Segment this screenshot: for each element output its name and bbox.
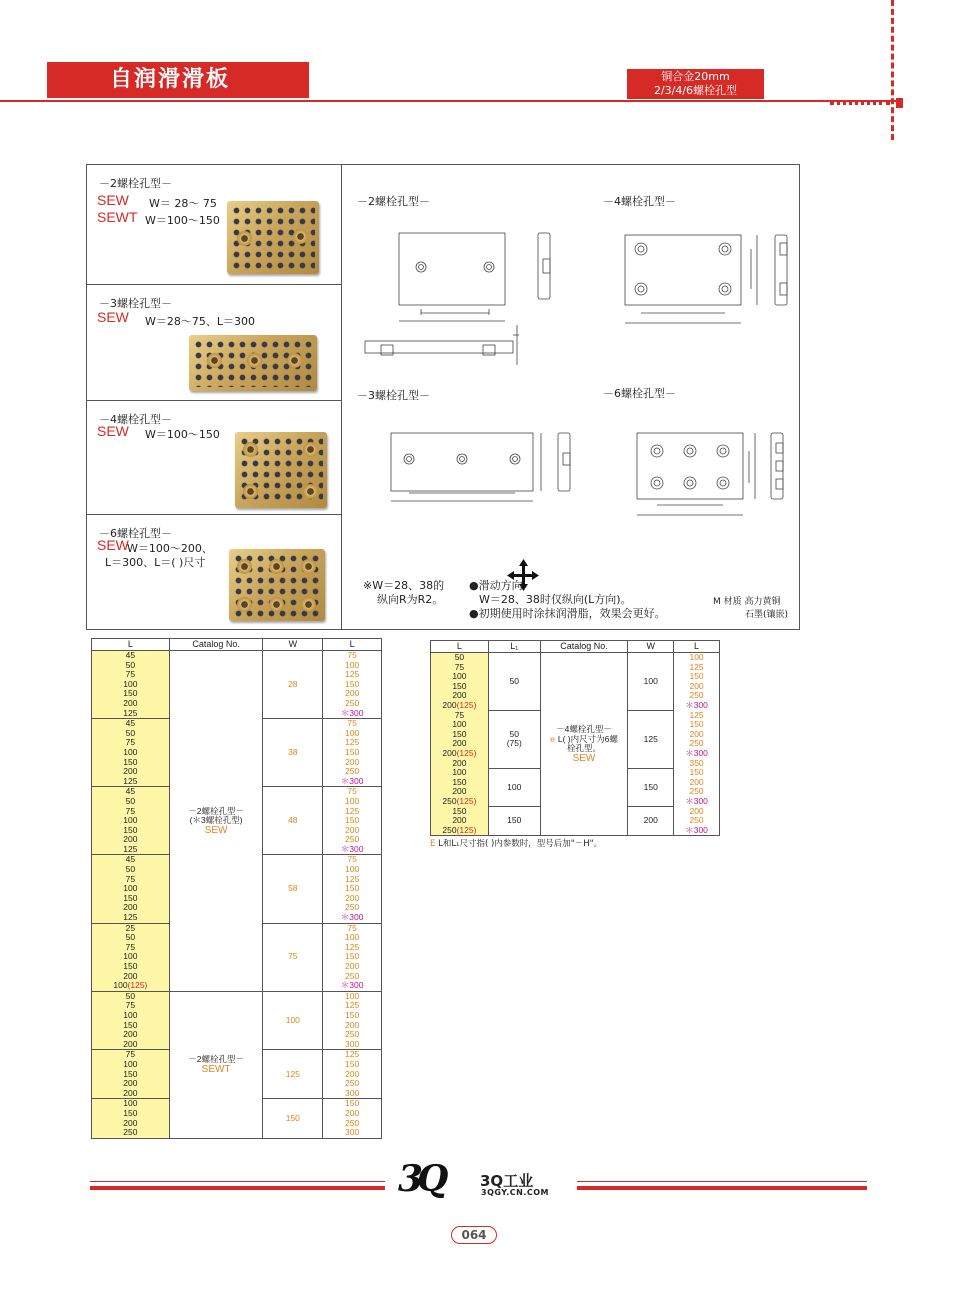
cell-l-length: 150 (323, 1011, 382, 1021)
cell-l: 100 (92, 1060, 170, 1070)
cell-l-length: 150 (323, 680, 382, 690)
plate-photo-2-bolt (227, 201, 319, 274)
cell-l-length: ＊300 (674, 797, 720, 807)
variant-title: －6螺栓孔型－ (99, 527, 172, 540)
cell-w: 58 (263, 855, 323, 923)
cell-l-length: 100 (323, 729, 382, 739)
catalog-cell: －2螺栓孔型－ SEWT (169, 991, 263, 1138)
variant-title: －2螺栓孔型－ (99, 177, 172, 190)
cell-l-length: ＊300 (323, 981, 382, 991)
variant-2-bolt (87, 165, 342, 285)
cell-l: 200 (92, 1030, 170, 1040)
cell-l: 75 (431, 711, 489, 721)
header-divider (0, 100, 900, 102)
corner-decoration (891, 0, 894, 140)
cell-l-length: ＊300 (323, 845, 382, 855)
variant-spec: W＝100～200、 (127, 542, 213, 555)
cell-w: 125 (263, 1050, 323, 1099)
variant-title: －4螺栓孔型－ (99, 413, 172, 426)
cell-l: 45 (92, 855, 170, 865)
cell-l-length: 350 (674, 759, 720, 769)
cell-l-length: 200 (323, 1109, 382, 1119)
cell-l: 75 (92, 1001, 170, 1011)
drawing-title-4-bolt: －4螺栓孔型－ (603, 195, 676, 208)
cell-l-length: 250 (323, 1079, 382, 1089)
catalog-cell: －2螺栓孔型－ (＊3螺栓孔型) SEW (169, 651, 263, 992)
cell-l-length: 100 (323, 865, 382, 875)
cell-l: 200 (431, 816, 489, 826)
cell-l: 200 (431, 759, 489, 769)
cell-l: 150 (92, 826, 170, 836)
cell-l: 50 (92, 991, 170, 1001)
cell-l-length: 200 (323, 758, 382, 768)
cell-l: 100 (431, 672, 489, 682)
col-header-catalog: Catalog No. (169, 639, 263, 651)
cell-l-length: 250 (323, 972, 382, 982)
cell-l: 200 (92, 1040, 170, 1050)
material-sub: 石墨(镶嵌) (745, 610, 789, 620)
cell-l: 75 (92, 943, 170, 953)
note-slide-direction: ●滑动方向 (469, 579, 523, 592)
cell-l-length: 100 (323, 933, 382, 943)
cell-l: 50 (431, 653, 489, 663)
material-label: M 材质 高力黄铜 (713, 597, 781, 607)
drawing-lines (343, 165, 799, 629)
footnote-text: L和L₁尺寸指( )内参数时，型号后加"－H"。 (438, 839, 603, 849)
note-grease: ●初期使用时涂抹润滑脂，效果会更好。 (469, 607, 666, 620)
plate-photo-4-bolt (235, 432, 327, 508)
cell-l-length: 100 (323, 661, 382, 671)
cell-l: 150 (92, 1021, 170, 1031)
cell-l-length: 300 (323, 1128, 382, 1138)
cell-l-length: ＊300 (674, 749, 720, 759)
variant-code: SEW (97, 309, 129, 325)
col-header-l2: L (323, 639, 382, 651)
table-row (92, 991, 382, 1001)
technical-drawings (343, 165, 799, 629)
corner-decoration-h (830, 102, 890, 105)
cell-l-length: 250 (323, 699, 382, 709)
cell-l-length: 150 (323, 1060, 382, 1070)
cell-l: 100 (92, 1011, 170, 1021)
cell-l: 50 (92, 797, 170, 807)
col-header-l2: L (674, 641, 720, 653)
cell-w: 125 (628, 711, 674, 769)
cell-l: 75 (92, 807, 170, 817)
cell-w: 48 (263, 787, 323, 855)
cell-l-length: 125 (674, 711, 720, 721)
cell-l-length: 300 (323, 1089, 382, 1099)
cell-l: 100(125) (92, 981, 170, 991)
cell-l: 150 (92, 758, 170, 768)
cell-l-length: 200 (674, 778, 720, 788)
drawing-title-2-bolt: －2螺栓孔型－ (357, 195, 430, 208)
cell-l-length: 200 (323, 826, 382, 836)
catalog-table-sew-sewt (91, 638, 382, 1139)
cell-l-length: 100 (323, 991, 382, 1001)
catalog-cell: －4螺栓孔型－ e L( )内尺寸为6螺 栓孔型。 SEW (540, 653, 628, 836)
brand-url: 3QGY.CN.COM (481, 1188, 550, 1197)
cell-l-length: 75 (323, 719, 382, 729)
cell-l1: 50 (75) (488, 711, 540, 769)
footer-bar (577, 1186, 867, 1190)
note-w-radius: ※W＝28、38的 纵向R为R2。 (363, 579, 445, 606)
col-header-catalog: Catalog No. (540, 641, 628, 653)
cell-l-length: 125 (323, 738, 382, 748)
cell-l-length: 200 (323, 894, 382, 904)
cell-w: 100 (628, 653, 674, 711)
table-row (92, 651, 382, 661)
cell-l-length: 250 (323, 1030, 382, 1040)
variant-title: －3螺栓孔型－ (99, 297, 172, 310)
cell-l: 125 (92, 845, 170, 855)
cell-w: 75 (263, 923, 323, 991)
cell-l-length: 200 (323, 1021, 382, 1031)
brand-name: 3Q工业 (480, 1172, 534, 1190)
cell-l: 250 (92, 1128, 170, 1138)
cell-l-length: ＊300 (674, 826, 720, 836)
cell-l: 45 (92, 787, 170, 797)
cell-l-length: 125 (323, 875, 382, 885)
cell-l: 50 (92, 729, 170, 739)
col-header-l: L (92, 639, 170, 651)
variant-3-bolt (87, 285, 342, 401)
variant-code: SEW (97, 537, 129, 553)
cell-l1: 100 (488, 768, 540, 806)
cell-l-length: 150 (323, 816, 382, 826)
cell-l: 150 (92, 962, 170, 972)
cell-l: 100 (92, 816, 170, 826)
cell-l: 75 (431, 663, 489, 673)
cell-l: 200 (431, 787, 489, 797)
cell-l-length: 150 (323, 1099, 382, 1109)
cell-l-length: 100 (323, 797, 382, 807)
variant-6-bolt (87, 515, 342, 629)
cell-l-length: 75 (323, 855, 382, 865)
corner-block (896, 98, 903, 108)
drawing-title-3-bolt: －3螺栓孔型－ (357, 389, 430, 402)
cell-l1: 50 (488, 653, 540, 711)
catalog-table-4-bolt (430, 640, 720, 836)
cell-l: 125 (92, 777, 170, 787)
cell-l: 100 (92, 680, 170, 690)
cell-l-length: 300 (323, 1040, 382, 1050)
cell-l: 50 (92, 865, 170, 875)
cell-l: 25 (92, 923, 170, 933)
table-row (431, 653, 720, 663)
cell-l-length: ＊300 (323, 777, 382, 787)
footer-line (577, 1181, 867, 1182)
cell-l-length: 150 (323, 952, 382, 962)
variant-code-2: SEWT (97, 209, 138, 225)
cell-w: 38 (263, 719, 323, 787)
cell-l-length: 150 (674, 768, 720, 778)
page-number: 064 (451, 1226, 497, 1244)
cell-l-length: 200 (674, 730, 720, 740)
cell-l-length: 125 (323, 943, 382, 953)
cell-l: 100 (431, 720, 489, 730)
footer-line (90, 1181, 385, 1182)
plate-photo-3-bolt (189, 335, 317, 391)
cell-l: 150 (431, 730, 489, 740)
cell-l: 150 (92, 1070, 170, 1080)
cell-w: 28 (263, 651, 323, 719)
product-overview (86, 164, 800, 630)
cell-l-length: 125 (674, 663, 720, 673)
cell-l-length: 150 (323, 748, 382, 758)
cell-l: 200(125) (431, 701, 489, 711)
cell-l: 200 (92, 1119, 170, 1129)
cell-l: 100 (431, 768, 489, 778)
cell-l-length: 250 (323, 767, 382, 777)
cell-w: 150 (263, 1099, 323, 1138)
variant-spec-2: W＝100～150 (145, 214, 220, 227)
variant-list (87, 165, 342, 629)
cell-l-length: 200 (323, 1070, 382, 1080)
cell-l-length: 250 (674, 787, 720, 797)
table-footnote (430, 837, 602, 849)
variant-code: SEW (97, 423, 129, 439)
cell-l: 150 (431, 778, 489, 788)
cell-l-length: 200 (323, 689, 382, 699)
spec-tag (627, 69, 764, 99)
cell-l: 75 (92, 670, 170, 680)
cell-l: 100 (92, 952, 170, 962)
cell-l-length: 250 (674, 691, 720, 701)
cell-l-length: 250 (323, 903, 382, 913)
plate-photo-6-bolt (229, 549, 325, 621)
cell-l: 50 (92, 661, 170, 671)
cell-l: 200(125) (431, 749, 489, 759)
col-header-w: W (263, 639, 323, 651)
cell-l: 100 (92, 1099, 170, 1109)
cell-l: 150 (431, 807, 489, 817)
cell-l: 200 (92, 972, 170, 982)
cell-l: 100 (92, 884, 170, 894)
cell-l-length: 200 (674, 682, 720, 692)
cell-w: 100 (263, 991, 323, 1050)
cell-l-length: 75 (323, 923, 382, 933)
col-header-l1: L₁ (488, 641, 540, 653)
cell-l-length: 150 (674, 720, 720, 730)
variant-4-bolt (87, 401, 342, 515)
cell-l: 250(125) (431, 826, 489, 836)
cell-l-length: 250 (323, 1119, 382, 1129)
cell-l-length: 250 (674, 816, 720, 826)
cell-l-length: 75 (323, 787, 382, 797)
cell-l: 45 (92, 651, 170, 661)
cell-l: 150 (431, 682, 489, 692)
footer-bar (90, 1186, 385, 1190)
cell-l: 200 (92, 835, 170, 845)
cell-l: 45 (92, 719, 170, 729)
cell-l-length: ＊300 (323, 913, 382, 923)
cell-l-length: 100 (674, 653, 720, 663)
cell-l: 100 (92, 748, 170, 758)
cell-l: 50 (92, 933, 170, 943)
spec-tag-line2: 2/3/4/6螺栓孔型 (653, 84, 738, 97)
cell-l-length: 75 (323, 651, 382, 661)
cell-l: 75 (92, 1050, 170, 1060)
cell-l: 200 (92, 1089, 170, 1099)
cell-l-length: 125 (323, 670, 382, 680)
cell-l: 200 (92, 767, 170, 777)
cell-l: 200 (431, 691, 489, 701)
cell-w: 150 (628, 768, 674, 806)
col-header-l: L (431, 641, 489, 653)
cell-l: 150 (92, 894, 170, 904)
cell-l-length: 200 (674, 807, 720, 817)
col-header-w: W (628, 641, 674, 653)
brand-logo: 3Q (398, 1158, 443, 1200)
cell-l-length: 250 (323, 835, 382, 845)
cell-l: 200 (92, 699, 170, 709)
cell-l: 125 (92, 709, 170, 719)
page-title: 自润滑滑板 (110, 67, 231, 92)
cell-l-length: 125 (323, 807, 382, 817)
cell-l: 200 (92, 1079, 170, 1089)
drawing-title-6-bolt: －6螺栓孔型－ (603, 387, 676, 400)
cell-l-length: 125 (323, 1001, 382, 1011)
drawing-2-bolt-top (399, 233, 505, 305)
cell-l: 250(125) (431, 797, 489, 807)
cell-l: 200 (92, 903, 170, 913)
cell-l-length: 150 (323, 884, 382, 894)
cell-l-length: 150 (674, 672, 720, 682)
variant-spec: W＝ 28～ 75 (149, 197, 217, 210)
cell-l: 75 (92, 738, 170, 748)
cell-l1: 150 (488, 807, 540, 836)
spec-tag-line1: 铜合金20mm (661, 70, 730, 83)
cell-l: 200 (431, 739, 489, 749)
cell-l: 150 (92, 1109, 170, 1119)
note-slide-limit: W＝28、38时仅纵向(L方向)。 (479, 593, 632, 606)
variant-spec: W＝28～75、L＝300 (145, 315, 255, 328)
cell-l: 150 (92, 689, 170, 699)
cell-l: 125 (92, 913, 170, 923)
cell-l: 75 (92, 875, 170, 885)
variant-code: SEW (97, 192, 129, 208)
variant-spec-2: L＝300、L＝( )尺寸 (105, 556, 206, 569)
cell-l-length: ＊300 (674, 701, 720, 711)
cell-w: 200 (628, 807, 674, 836)
cell-l-length: ＊300 (323, 709, 382, 719)
cell-l-length: 250 (674, 739, 720, 749)
variant-spec: W＝100～150 (145, 428, 220, 441)
footnote-mark: E (430, 839, 436, 849)
cell-l-length: 200 (323, 962, 382, 972)
cell-l-length: 125 (323, 1050, 382, 1060)
